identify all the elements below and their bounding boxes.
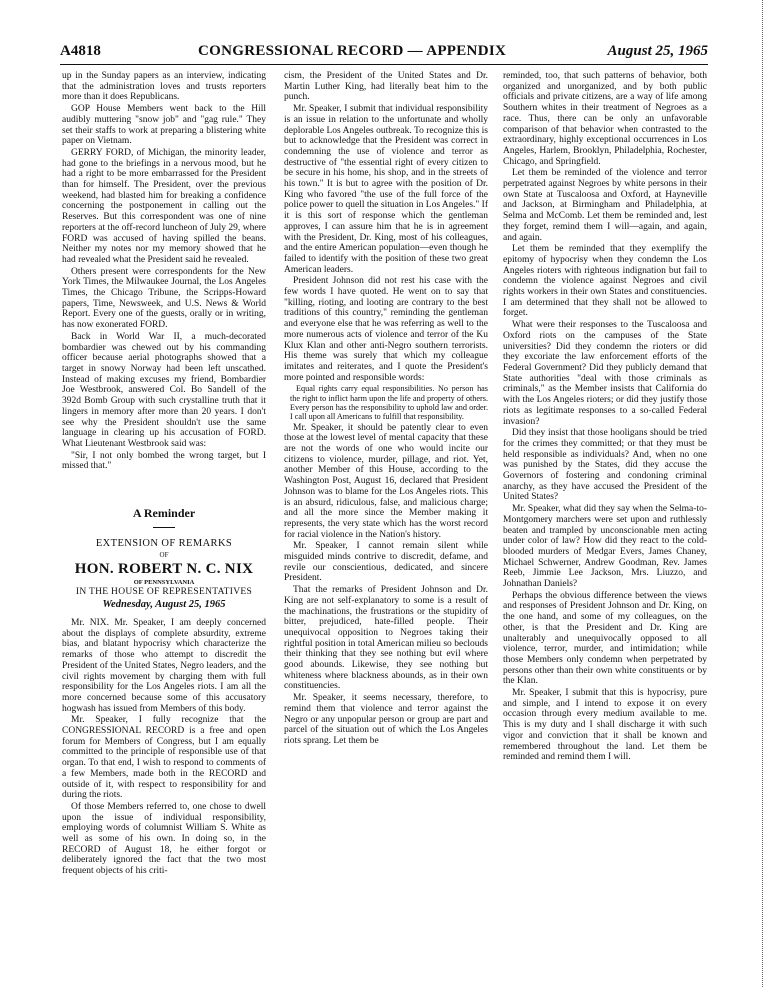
member-name: HON. ROBERT N. C. NIX	[74, 561, 254, 578]
member-state: OF PENNSYLVANIA	[133, 579, 195, 587]
paragraph: Mr. Speaker, it should be patently clear to even those at the lowest level of mental capacity that these are not the words of one who would incite our citizens to violence, murder, pillage, and riot. Yet, another Member of this House, according to the Washington Post, August 16, declared that President Johnson was to blame for the Los Angeles riots. This is an absurd, ridiculous, false, and malicious charge; and all the more since the Member making it represents, the very state which has the worst record for racial violence in the Nation's history.	[284, 422, 488, 540]
paragraph: Perhaps the obvious difference between the views and responses of President Johnson and Dr. King, on the one hand, and some of my colleagues, on the other, is that the President and Dr. King are unalterably and unequivocally opposed to all violence, terror, murder, and intimidation; while those Members only condemn when perpetrated by persons other than their own white constituents or by the Klan.	[503, 590, 707, 687]
column-1	[62, 71, 266, 878]
paragraph: up in the Sunday papers as an interview, indicating that the administration loves and trusts reporters more than it does Republicans.	[62, 71, 266, 103]
issue-date: August 25, 1965	[607, 43, 708, 59]
page-number: A4818	[60, 43, 101, 59]
title-divider	[153, 527, 175, 528]
block-quote: Equal rights carry equal responsibilities. No person has the right to inflict harm upon the life and property of others. Every person has the responsibility to uphold law and order. I call upon all Americans to fulfill that responsibility.	[290, 384, 488, 422]
paragraph: Mr. Speaker, I cannot remain silent while misguided minds contrive to discredit, defame, and revile our conscientious, dedicated, and sincere President.	[284, 541, 488, 584]
remarks-title: A Reminder	[132, 506, 196, 521]
paragraph: Let them be reminded that they exemplify the epitomy of hypocrisy when they condemn the Los Angeles rioters with righteous indignation but fail to condemn the violence against Negroes and civil rights workers in their own States and constituencies. I am determined that they shall not be allowed to forget.	[503, 244, 707, 319]
column-2	[284, 71, 488, 748]
paragraph: GERRY FORD, of Michigan, the minority leader, had gone to the briefings in a nervous mood, but he had a right to be more embarrassed for the President than for himself. The President, over the previous weekend, had blasted him for breaking a confidence concerning the postponement in calling out the Reserves. But this correspondent was one of nine reporters at the off-record luncheon of July 29, where FORD was accused of having spilled the beans. Neither my notes nor my memory showed that he had revealed what the President said he revealed.	[62, 147, 266, 265]
column-3	[503, 71, 707, 764]
paragraph: reminded, too, that such patterns of behavior, both organized and unorganized, and by both public officials and private citizens, are a way of life among Southern whites in their treatment of Negroes as a race. Thus, there can be only an unfavorable comparison of that behavior when contrasted to the extraordinary, highly exceptional occurrences in Los Angeles, Harlem, Brooklyn, Philadelphia, Rochester, Chicago, and Springfield.	[503, 71, 707, 167]
remarks-date: Wednesday, August 25, 1965	[102, 599, 226, 611]
paragraph: Mr. Speaker, it seems necessary, therefore, to remind them that violence and terror against the Negro or any unpopular person or group are part and parcel of the situation out of which the Los Angeles riots sprang. Let them be	[284, 693, 488, 746]
paragraph: cism, the President of the United States and Dr. Martin Luther King, had literally beat him to the punch.	[284, 71, 488, 103]
paragraph: Did they insist that those hooligans should be tried for the crimes they committed; or that they must be held responsible as individuals? And, when no one was punished by the States, did they accuse the Governors of fostering and condoning criminal anarchy, as they have accused the President of the United States?	[503, 428, 707, 503]
paragraph: Let them be reminded of the violence and terror perpetrated against Negroes by white persons in their own State at Tuscaloosa and Oxford, at Hayneville and Jackson, at Birmingham and Philadelphia, at Selma and McComb. Let them be reminded and, lest they forget, remind them I will—again, and again, and again.	[503, 168, 707, 243]
header-rule	[60, 64, 708, 65]
page-header	[60, 43, 708, 65]
paragraph: Others present were correspondents for the New York Times, the Milwaukee Journal, the Los Angeles Times, the Chicago Tribune, the Scripps-Howard papers, Time, Newsweek, and U.S. News & World Report. Every one of the guests, orally or in writing, has now exonerated FORD.	[62, 266, 266, 331]
paragraph: President Johnson did not rest his case with the few words I have quoted. He went on to say that "killing, rioting, and looting are contrary to the best traditions of this country," reminding the gentleman and everyone else that he was referring as well to the more numerous acts of violence and terror of the Ku Klux Klan and other anti-Negro southern terrorists. His theme was surely that which my colleague imitates and reiterates, and I quote the President's more pointed and responsible words:	[284, 276, 488, 383]
paragraph: That the remarks of President Johnson and Dr. King are not self-explanatory to some is a result of the machinations, the frustrations or the stupidity of bitter, prejudiced, hate-filled people. Their unequivocal opposition to Negroes taking their rightful position in total American milieu so beclouds their thinking that they see nothing but evil where good abounds. Likewise, they see nothing but whiteness where blackness abounds, as in their own constituencies.	[284, 585, 488, 692]
paragraph: Of those Members referred to, one chose to dwell upon the issue of individual responsibility, employing words of columnist William S. White as well as some of his own. In doing so, in the RECORD of August 18, he either forgot or deliberately ignored the fact that the two most frequent objects of his criti-	[62, 801, 266, 877]
paragraph: Back in World War II, a much-decorated bombardier was chewed out by his commanding officer because aerial photographs showed that a target in snowy Norway had been left unscathed. Instead of making excuses my friend, Bombardier Joe Westbrook, answered Col. Bo Sandell of the 392d Bomb Group with such crystalline truth that it lingers in memory after more than 20 years. I don't see why the President shouldn't use the same language in clearing up his accusation of FORD. What Lieutenant Westbrook said was:	[62, 331, 266, 449]
paragraph: What were their responses to the Tuscaloosa and Oxford riots on the campuses of the State universities? Did they condemn the rioters or did they excoriate the law enforcement efforts of the Federal Government? Did they publicly demand that State authorities "deal with those criminals as criminals," as the Member insists that California do with the Los Angeles rioters; or did they justify those riots as legitimate responses to a so-called Federal invasion?	[503, 320, 707, 427]
of-label: OF	[159, 551, 169, 560]
paragraph: Mr. NIX. Mr. Speaker, I am deeply concerned about the displays of complete absurdity, extreme bias, and blatant hypocrisy which characterize the remarks of those who attempt to discredit the President of the United States, Negro leaders, and the civil rights movement by charging them with full responsibility for the Los Angeles riots. I am all the more concerned because some of this accusatory hogwash has issued from Members of this body.	[62, 618, 266, 714]
paragraph: Mr. Speaker, I submit that individual responsibility is an issue in relation to the unfortunate and wholly deplorable Los Angeles outbreak. To recognize this is but to acknowledge that the President was correct in condemning the use of violence and terror as destructive of "the essential right of every citizen to be secure in his home, his shop, and in the streets of his town." It is but to agree with the position of Dr. King who favored "the use of the full force of the police power to quell the situation in Los Angeles." If it is this sort of response which the gentleman approves, I can assure him that he is in agreement with the President, Dr. King, most of his colleagues, and the entire American population—even though he failed to identify with the position of these two great American leaders.	[284, 104, 488, 275]
paragraph: GOP House Members went back to the Hill audibly muttering "snow job" and "gag rule." They set their staffs to work at preparing a blistering white paper on Vietnam.	[62, 104, 266, 147]
chamber-label: IN THE HOUSE OF REPRESENTATIVES	[75, 587, 253, 598]
paragraph: "Sir, I not only bombed the wrong target, but I missed that."	[62, 450, 266, 472]
paragraph: Mr. Speaker, I fully recognize that the CONGRESSIONAL RECORD is a free and open forum for Members of Congress, but I am equally committed to the principle of responsible use of that organ. To that end, I wish to respond to comments of a few Members, made both in the RECORD and outside of it, with respect to responsibility for and during the riots.	[62, 715, 266, 801]
remarks-heading	[62, 506, 266, 610]
paragraph: Mr. Speaker, what did they say when the Selma-to-Montgomery marchers were set upon and ruthlessly beaten and trampled by unconscionable men acting under color of law? How did they react to the cold-blooded murders of Medgar Evers, James Chaney, Michael Schwerner, Andrew Goodman, Rev. James Reeb, Jimmie Lee Jackson, Mrs. Liuzzo, and Johnathan Daniels?	[503, 504, 707, 590]
paragraph: Mr. Speaker, I submit that this is hypocrisy, pure and simple, and I intend to expose it on every occasion through every medium available to me. This is my duty and I shall discharge it with such vigor and conviction that it shall be known and remembered throughout the land. Let them be reminded and remind them I will.	[503, 688, 707, 763]
publication-title: CONGRESSIONAL RECORD — APPENDIX	[198, 43, 507, 59]
extension-label: EXTENSION OF REMARKS	[95, 538, 233, 550]
